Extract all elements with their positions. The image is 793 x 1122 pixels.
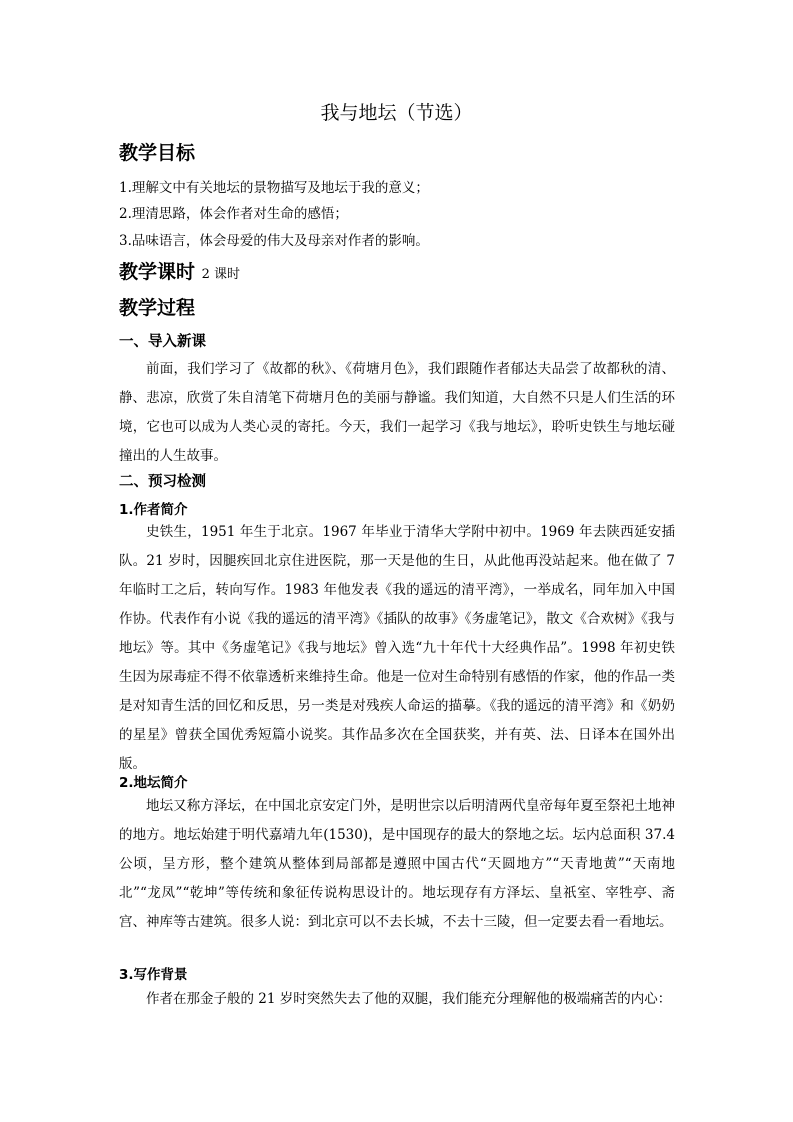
ditan-paragraph: 地坛又称方泽坛，在中国北京安定门外，是明世宗以后明清两代皇帝每年夏至祭祀土地神的地方。地坛始建于明代嘉靖九年(1530)，是中国现存的最大的祭地之坛。坛内总面积 37.4 公顷，呈方形，整个建筑从整体到局部都是遵照中国古代“天圆地方”“天青地黄”“天南地北”“龙凤”“乾坤”等传统和象征传说构思设计的。地坛现存有方泽坛、皇祇室、宰牲亭、斋宫、神库等古建筑。很多人说：到北京可以不去长城，不去十三陵，但一定要去看一看地坛。 [119, 798, 675, 930]
class-hours-value: 2 课时 [201, 267, 241, 282]
background-heading: 3.写作背景 [119, 967, 188, 983]
background-paragraph: 作者在那金子般的 21 岁时突然失去了他的双腿，我们能充分理解他的极端痛苦的内心： [146, 991, 672, 1007]
document-title: 我与地坛（节选） [320, 102, 473, 124]
section-preview-heading: 二、预习检测 [119, 474, 206, 490]
objectives-heading: 教学目标 [119, 142, 196, 164]
objective-item-2: 2.理清思路，体会作者对生命的感悟； [119, 206, 348, 222]
section-intro-paragraph: 前面，我们学习了《故都的秋》、《荷塘月色》，我们跟随作者郁达夫品尝了故都秋的清、静、悲凉，欣赏了朱自清笔下荷塘月色的美丽与静谧。我们知道，大自然不只是人们生活的环境，它也可以成为人类心灵的寄托。今天，我们一起学习《我与地坛》，聆听史铁生与地坛碰撞出的人生故事。 [119, 361, 675, 464]
author-heading: 1.作者简介 [119, 502, 188, 518]
objective-item-1: 1.理解文中有关地坛的景物描写及地坛于我的意义； [119, 180, 429, 196]
class-hours-heading [119, 257, 240, 284]
ditan-heading: 2.地坛简介 [119, 775, 188, 791]
objective-item-3: 3.品味语言，体会母爱的伟大及母亲对作者的影响。 [119, 233, 429, 249]
author-paragraph: 史铁生，1951 年生于北京。1967 年毕业于清华大学附中初中。1969 年去陕西延安插队。21 岁时，因腿疾回北京住进医院，那一天是他的生日，从此他再没站起来。他在做了 7 年临时工之后，转向写作。1983 年他发表《我的遥远的清平湾》，一举成名，同年加入中国作协。代表作有小说《我的遥远的清平湾》《插队的故事》《务虚笔记》，散文《合欢树》《我与地坛》等。其中《务虚笔记》《我与地坛》曾入选“九十年代十大经典作品”。1998 年初史铁生因为尿毒症不得不依靠透析来维持生命。他是一位对生命特别有感悟的作家，他的作品一类是对知青生活的回忆和反思，另一类是对残疾人命运的描摹。《我的遥远的清平湾》和《奶奶的星星》曾获全国优秀短篇小说奖。其作品多次在全国获奖，并有英、法、日译本在国外出版。 [119, 524, 675, 772]
section-intro-heading: 一、导入新课 [119, 334, 206, 350]
class-hours-label: 教学课时 [119, 261, 196, 283]
process-heading: 教学过程 [119, 297, 196, 319]
